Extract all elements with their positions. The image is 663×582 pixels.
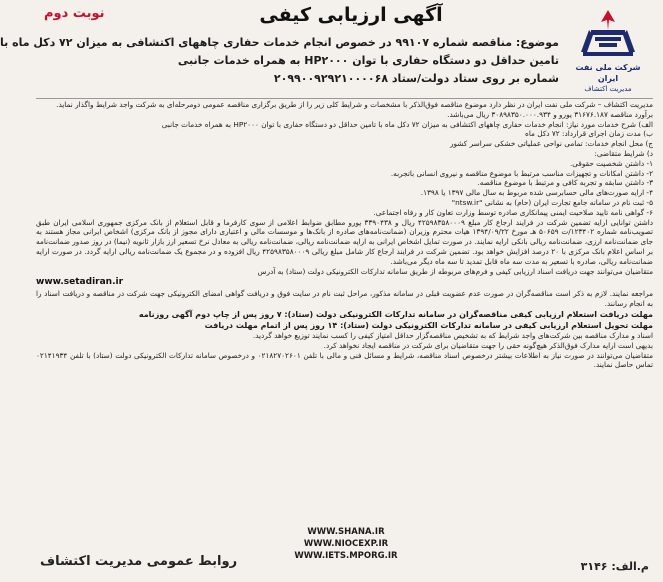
- nioc-emblem-icon: [579, 8, 637, 60]
- subject-line: شماره بر روی ستاد دولت/ستاد ۲۰۹۹۰۰۹۲۹۲۱۰۰۰۰۶۸: [273, 72, 559, 85]
- body-paragraph: ۱- داشتن شخصیت حقوقی.: [569, 158, 653, 168]
- page-title: آگهی ارزیابی کیفی: [259, 4, 443, 26]
- website-url[interactable]: www.setadiran.ir: [36, 277, 124, 288]
- notice-subject: [0, 34, 559, 88]
- logo-company-name: شرکت ملی نفت ایران: [575, 63, 641, 83]
- notice-body: [36, 100, 653, 520]
- body-paragraph: مراجعه نمایند. لازم به ذکر است مناقصه‌گران در صورت عدم عضویت قبلی در سامانه مذکور، مراحل ثبت نام در سایت فوق و دریافت گواهی امضای الکترونیکی جهت شرکت در مناقصه و دریافت اسناد را به انجام رسانند.: [36, 289, 653, 309]
- subject-line: موضوع: مناقصه شماره ۹۹۱۰۷ در خصوص انجام خدمات حفاری چاههای اکتشافی به میزان ۷۲ دکل ماه با: [0, 36, 559, 49]
- header-divider: [36, 98, 653, 99]
- body-paragraph: الف) شرح خدمات مورد نیاز: انجام خدمات حفاری چاههای اکتشافی به میزان ۷۲ دکل ماه با تامین حداقل دو دستگاه حفاری با توان HP۲۰۰۰ به همراه خدمات جانبی: [161, 119, 653, 129]
- body-paragraph: د) شرایط متقاضی:: [594, 148, 653, 158]
- body-paragraph: مهلت تحویل استعلام ارزیابی کیفی در سامانه تدارکات الکترونیکی دولت (ستاد): ۱۴ روز پس از اتمام مهلت دریافت: [204, 320, 653, 330]
- website-link[interactable]: WWW.IETS.MPORG.IR: [294, 551, 398, 561]
- body-paragraph: ۲- داشتن امکانات و تجهیزات مناسب مرتبط با موضوع مناقصه و نیروی انسانی باتجربه.: [390, 168, 653, 178]
- subject-line: تامین حداقل دو دستگاه حفاری با توان HP۲۰۰۰ به همراه خدمات جانبی: [177, 54, 559, 67]
- ad-code: م.الف: ۳۱۴۶: [580, 560, 649, 573]
- website-link[interactable]: WWW.NIOCEXP.IR: [303, 539, 389, 549]
- body-paragraph: داشتن توانایی ارایه تضمین شرکت در فرایند ارجاع کار مبلغ ۴۲۵۹۸۳۵۸۰۰۰۹ ریال و ۳۳۹۰۴۳۸ یورو مطابق ضوابط اعلامی از سوی کارفرما و قابل استعلام از بانک مرکزی جمهوری اسلامی ایران طبق تصویب‌نامه شماره ۱۲۳۴۰۲/ت ۵۰۶۵۹ هـ مورخ ۱۳۹۴/۰۹/۲۲ هیات محترم وزیران (ضمانت‌نامه‌های صادره از بانک‌ها و موسسات مالی و اعتباری دارای مجوز از بانک مرکزی) اشخاص ایرانی مجاز هستند به جای ضمانت‌نامه ارزی، ضمانت‌نامه ریالی بانکی ارایه نمایند. در صورت تمایل اشخاص ایرانی به ارایه ضمانت‌نامه ریالی، ضمانت‌نامه ریالی به معادل نرخ تسعیر ارز بازار ثانویه (نیما) در روز صدور ضمانت‌نامه بر اساس اعلام بانک مرکزی با ۲۰ درصد افزایش خواهد بود. تضمین شرکت در فرایند ارجاع کار شامل مبلغ ریالی ۴۲۵۹۸۳۵۸۰۰۰۹ ریال افزوده و در مجموع یک ضمانت‌نامه ریالی ارایه گردد. در صورت ارایه ضمانت‌نامه ریالی، صادره با تسعیر به مدت سه ماه قابل تمدید تا سه ماه دیگر می‌باشد.: [36, 217, 654, 266]
- body-paragraph: بدیهی است ارایه مدارک فوق‌الذکر هیچ‌گونه حقی را جهت متقاضیان برای شرکت در مناقصه ایجاد نخواهد کرد.: [323, 340, 653, 350]
- body-paragraph: ۳- داشتن سابقه و تجربه کافی و مرتبط با موضوع مناقصه.: [477, 178, 653, 188]
- turn-tag: نوبت دوم: [44, 6, 105, 21]
- logo-unit-name: مدیریت اکتشاف: [584, 85, 632, 93]
- body-paragraph: ۵- ثبت نام در سامانه جامع تجارت ایران (حام) به نشانی "ntsw.ir": [451, 197, 653, 207]
- body-paragraph: ۴- ارایه صورت‌های مالی حسابرسی شده مربوط به سال مالی ۱۳۹۷ یا ۱۳۹۸.: [420, 188, 653, 198]
- body-paragraph: ۶- گواهی نامه تایید صلاحیت ایمنی پیمانکاری صادره توسط وزارت تعاون کار و رفاه اجتماعی.: [373, 207, 653, 217]
- body-paragraph: ب) مدت زمان اجرای قرارداد: ۷۲ دکل ماه: [525, 129, 653, 139]
- body-paragraph: اسناد و مدارک مناقصه بین شرکت‌های واجد شرایط که به تشخیص مناقصه‌گزار حداقل امتیاز کیفی را کسب نمایند توزیع خواهد گردید.: [252, 330, 653, 340]
- body-paragraph: متقاضیان می‌توانند جهت دریافت اسناد ارزیابی کیفی و فرم‌های مربوطه از طریق سامانه تدارکات الکترونیکی دولت (ستاد) به آدرس: [257, 266, 653, 276]
- body-paragraph: ج) محل انجام خدمات: تمامی نواحی عملیاتی خشکی سراسر کشور: [449, 139, 653, 149]
- body-paragraph: متقاضیان می‌توانند در صورت نیاز به اطلاعات بیشتر درخصوص اسناد مناقصه، شرایط و مسائل فنی و مالی با تلفن ۰۲۱۸۲۷۰۲۶۰۱ و درخصوص سامانه تدارکات الکترونیکی دولت (ستاد) با تلفن ۰۲۱۴۱۹۳۴ تماس حاصل نمایند.: [36, 350, 653, 370]
- body-paragraph: مدیریت اکتشاف – شرکت ملی نفت ایران در نظر دارد موضوع مناقصه فوق‌الذکر با مشخصات و شرایط کلی زیر را از طریق برگزاری مناقصه عمومی دومرحله‌ای به شرکت واجد شرایط واگذار نماید.: [56, 100, 653, 109]
- website-links: [256, 526, 436, 562]
- body-paragraph: برآورد مناقصه ۳۱۶۷۶.۱۸۷ یورو و ۳۰۸۹۸۳۵۰.۰۰۰.۹۳۴ ریال می‌باشد.: [447, 109, 653, 119]
- nioc-logo: [565, 8, 651, 94]
- public-relations-signature: روابط عمومی مدیریت اکتشاف: [40, 554, 238, 569]
- website-link[interactable]: WWW.SHANA.IR: [307, 527, 385, 537]
- body-paragraph: مهلت دریافت استعلام ارزیابی کیفی مناقصه‌گران در سامانه تدارکات الکترونیکی دولت (ستاد): ۷ روز پس از چاپ دوم آگهی روزنامه: [138, 309, 653, 319]
